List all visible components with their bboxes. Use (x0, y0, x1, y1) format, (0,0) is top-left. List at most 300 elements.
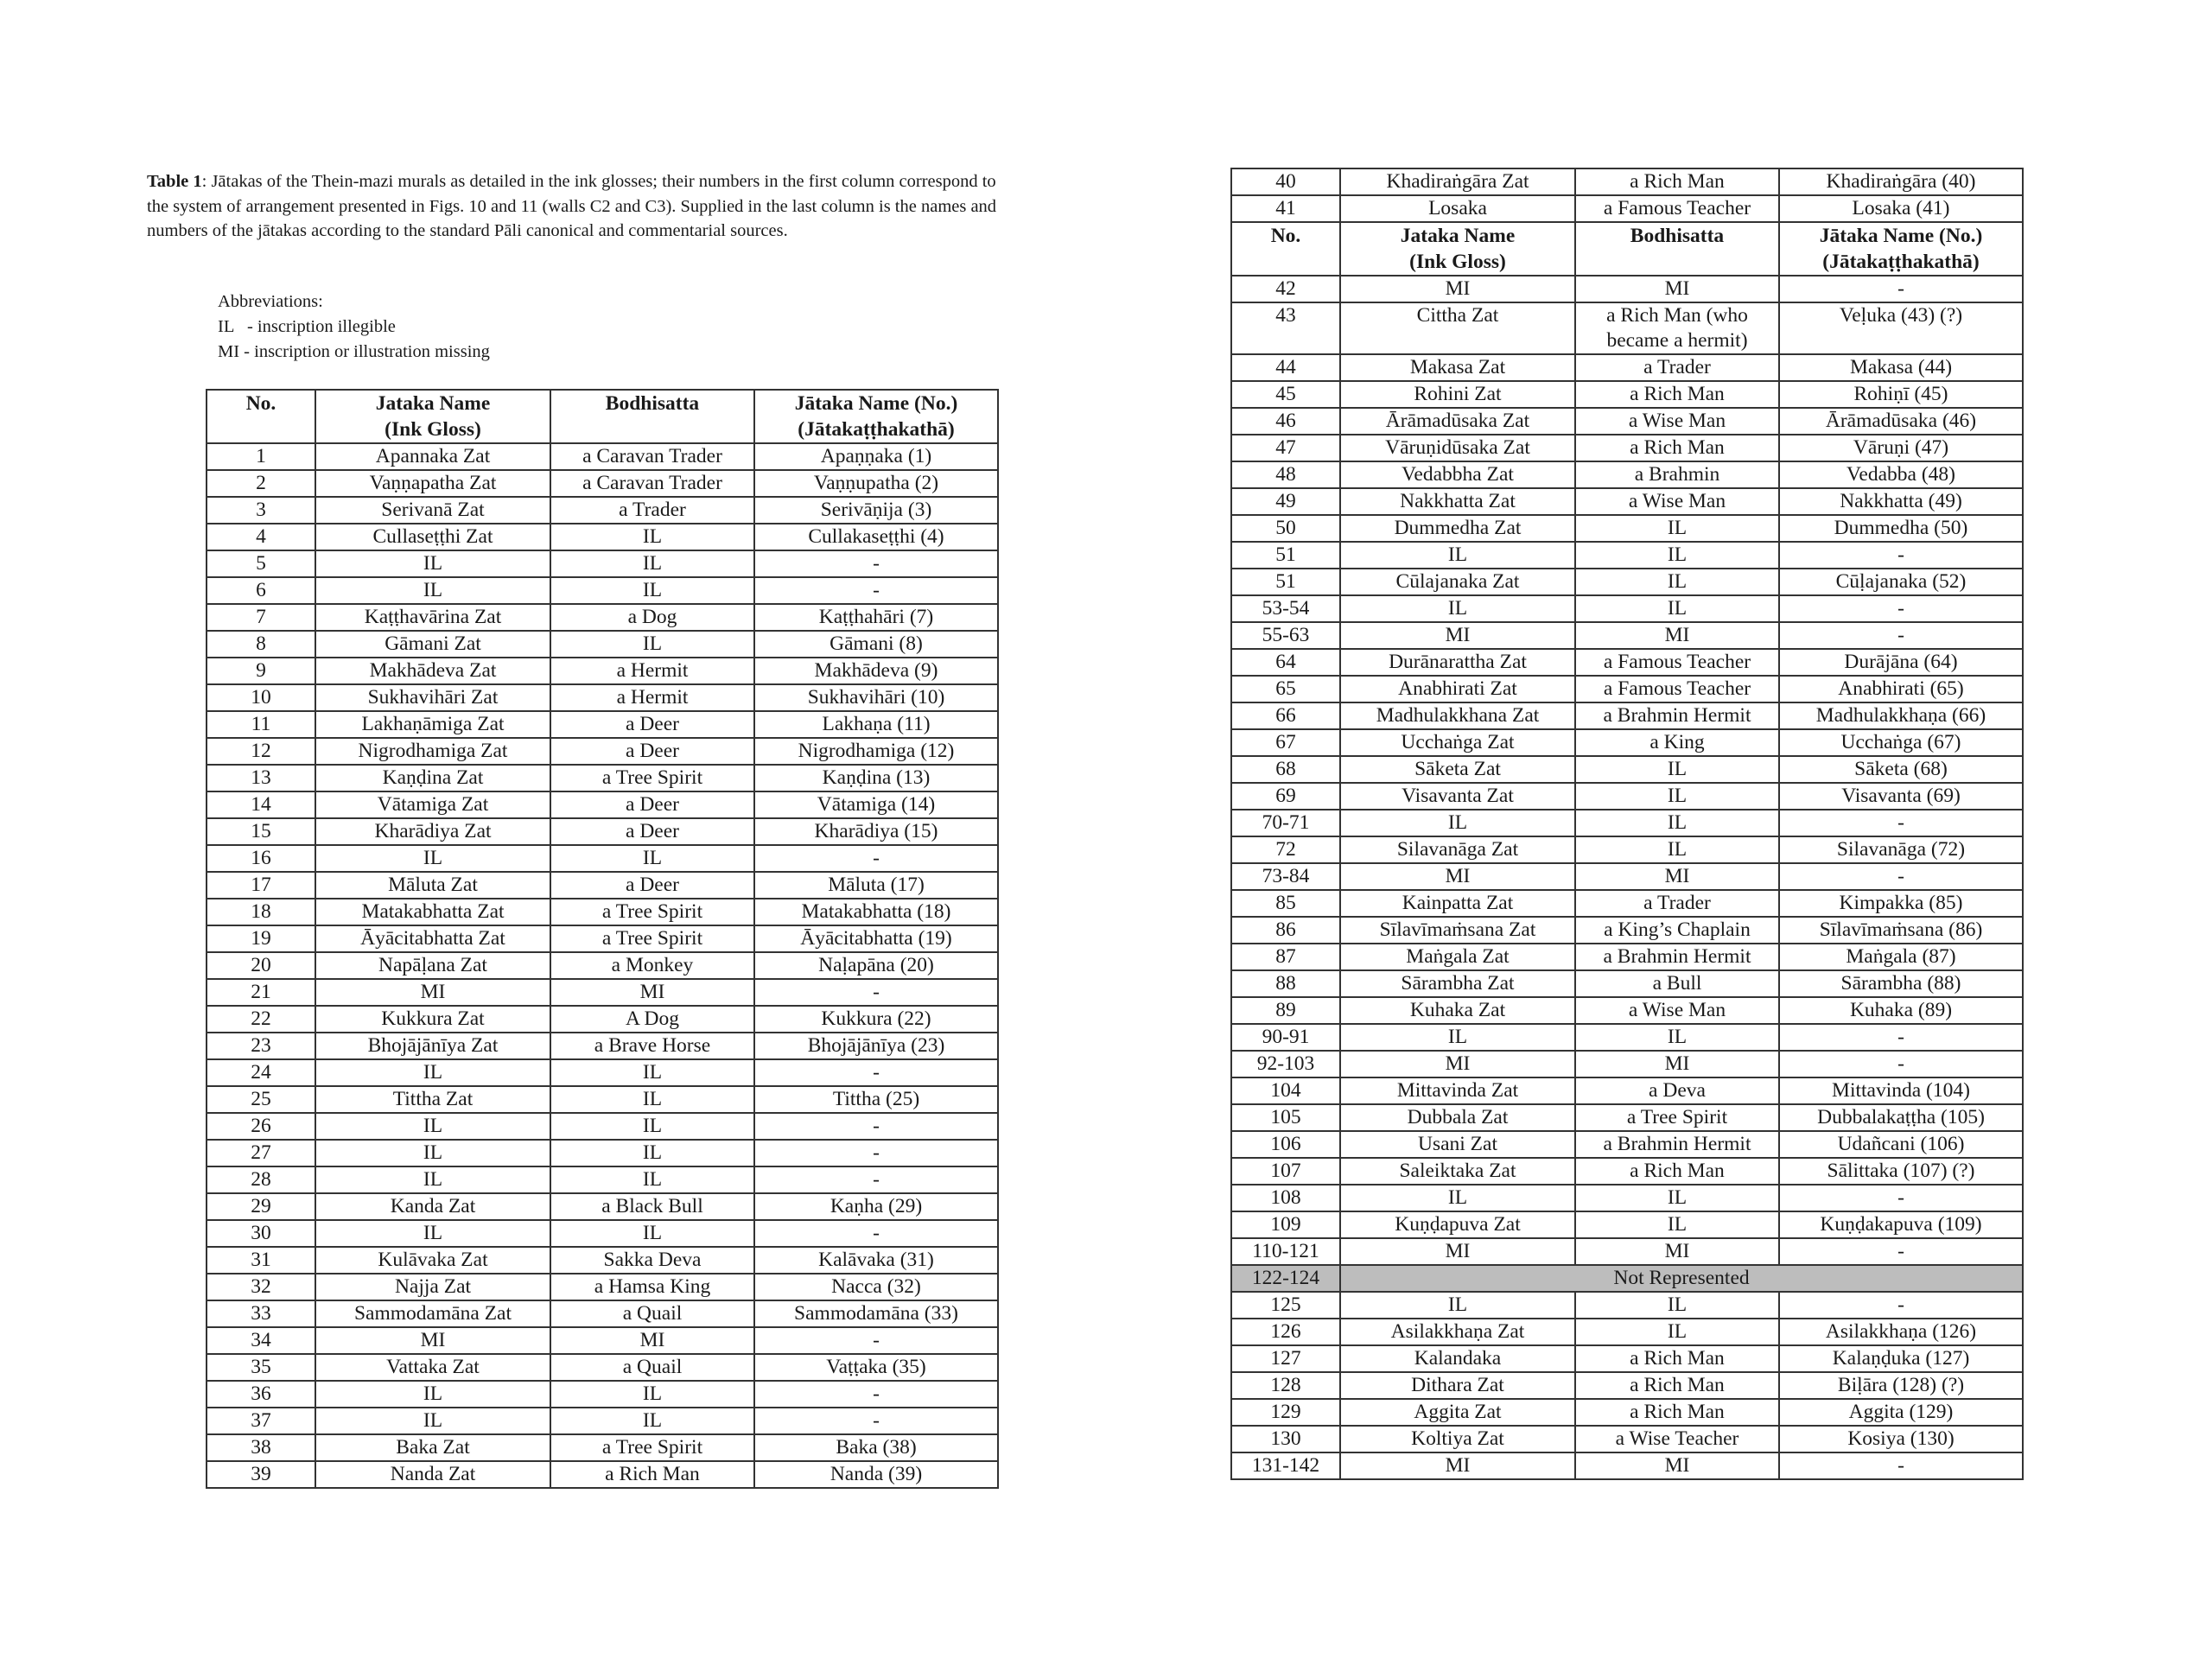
cell-jataka-name: IL (315, 1220, 550, 1247)
header-jataka-name (1340, 222, 1575, 276)
cell-bodhisatta: IL (1575, 1319, 1779, 1345)
cell-no: 68 (1231, 756, 1340, 783)
cell-jataka-name: Matakabhatta Zat (315, 899, 550, 925)
table-row (207, 1086, 998, 1113)
cell-no: 36 (207, 1381, 315, 1408)
cell-no: 41 (1231, 195, 1340, 222)
table-row (1231, 1345, 2023, 1372)
cell-jataka-name: Saleiktaka Zat (1340, 1158, 1575, 1185)
jataka-table-left (206, 389, 999, 1489)
header-jataka-name-line: Jataka Name (375, 392, 491, 415)
cell-pali-name: Serivāṇija (3) (754, 497, 998, 524)
cell-pali-name: Anabhirati (65) (1779, 676, 2023, 702)
cell-jataka-name: Koltiya Zat (1340, 1426, 1575, 1452)
cell-no: 125 (1231, 1292, 1340, 1319)
cell-no: 107 (1231, 1158, 1340, 1185)
table-row (1231, 1399, 2023, 1426)
left-table-body (207, 390, 998, 1488)
cell-no: 37 (207, 1408, 315, 1434)
cell-jataka-name: Kukkura Zat (315, 1006, 550, 1033)
cell-bodhisatta: a Famous Teacher (1575, 676, 1779, 702)
cell-bodhisatta: MI (550, 1327, 754, 1354)
table-row (207, 872, 998, 899)
cell-bodhisatta: a Caravan Trader (550, 443, 754, 470)
cell-bodhisatta: a Rich Man (1575, 1158, 1779, 1185)
cell-bodhisatta: IL (550, 631, 754, 658)
table-row (207, 765, 998, 791)
cell-bodhisatta: IL (1575, 756, 1779, 783)
cell-pali-name: - (1779, 1238, 2023, 1265)
cell-pali-name: - (1779, 276, 2023, 302)
cell-jataka-name: Āyācitabhatta Zat (315, 925, 550, 952)
cell-jataka-name: Kuṇḍapuva Zat (1340, 1211, 1575, 1238)
cell-no: 92-103 (1231, 1051, 1340, 1077)
cell-bodhisatta: IL (1575, 595, 1779, 622)
cell-bodhisatta: IL (1575, 515, 1779, 542)
cell-pali-name: - (754, 1113, 998, 1140)
cell-bodhisatta: a Tree Spirit (550, 765, 754, 791)
table-row (1231, 756, 2023, 783)
cell-jataka-name: Kulāvaka Zat (315, 1247, 550, 1274)
cell-bodhisatta: a Rich Man (1575, 168, 1779, 195)
cell-no: 46 (1231, 408, 1340, 435)
table-row (1231, 836, 2023, 863)
cell-no: 64 (1231, 649, 1340, 676)
cell-pali-name: - (1779, 810, 2023, 836)
cell-pali-name: Maṅgala (87) (1779, 944, 2023, 970)
cell-no: 66 (1231, 702, 1340, 729)
cell-pali-name: - (754, 577, 998, 604)
cell-pali-name: Nacca (32) (754, 1274, 998, 1300)
cell-pali-name: Gāmani (8) (754, 631, 998, 658)
cell-no: 33 (207, 1300, 315, 1327)
cell-no: 104 (1231, 1077, 1340, 1104)
table-row (207, 1006, 998, 1033)
cell-no: 53-54 (1231, 595, 1340, 622)
cell-jataka-name: MI (1340, 863, 1575, 890)
table-row (1231, 1211, 2023, 1238)
cell-pali-name: Cullakaseṭṭhi (4) (754, 524, 998, 550)
table-row (1231, 569, 2023, 595)
cell-pali-name: - (754, 1381, 998, 1408)
table-caption (147, 169, 1020, 244)
cell-jataka-name: Najja Zat (315, 1274, 550, 1300)
cell-no: 9 (207, 658, 315, 684)
cell-bodhisatta: a Brahmin Hermit (1575, 1131, 1779, 1158)
cell-pali-name: Nanda (39) (754, 1461, 998, 1488)
table-row (207, 1274, 998, 1300)
cell-bodhisatta: a Caravan Trader (550, 470, 754, 497)
table-row (1231, 276, 2023, 302)
cell-bodhisatta: IL (1575, 810, 1779, 836)
cell-jataka-name: IL (315, 1166, 550, 1193)
cell-bodhisatta: A Dog (550, 1006, 754, 1033)
cell-jataka-name: MI (1340, 1238, 1575, 1265)
header-jataka-name-line: (Ink Gloss) (1409, 251, 1506, 273)
table-row (207, 979, 998, 1006)
not-represented-label: Not Represented (1340, 1265, 2023, 1292)
cell-bodhisatta: IL (1575, 1185, 1779, 1211)
cell-bodhisatta: IL (1575, 783, 1779, 810)
cell-bodhisatta: a Quail (550, 1300, 754, 1327)
cell-jataka-name: Bhojājānīya Zat (315, 1033, 550, 1059)
cell-bodhisatta: a Hermit (550, 684, 754, 711)
table-row (1231, 195, 2023, 222)
table-row (207, 1327, 998, 1354)
cell-no: 110-121 (1231, 1238, 1340, 1265)
table-row (207, 1434, 998, 1461)
table-row (207, 1033, 998, 1059)
cell-pali-name: Kalāvaka (31) (754, 1247, 998, 1274)
cell-bodhisatta: IL (1575, 569, 1779, 595)
cell-pali-name: Khadiraṅgāra (40) (1779, 168, 2023, 195)
cell-pali-name: - (754, 979, 998, 1006)
cell-pali-name: Māluta (17) (754, 872, 998, 899)
table-row (1231, 1158, 2023, 1185)
table-row (1231, 381, 2023, 408)
cell-bodhisatta: IL (550, 1166, 754, 1193)
cell-jataka-name: IL (315, 577, 550, 604)
cell-bodhisatta: a Hamsa King (550, 1274, 754, 1300)
abbreviations (218, 289, 490, 365)
cell-bodhisatta: IL (1575, 836, 1779, 863)
table-row (207, 684, 998, 711)
cell-pali-name: Sālittaka (107) (?) (1779, 1158, 2023, 1185)
table-row (1231, 1131, 2023, 1158)
cell-no: 42 (1231, 276, 1340, 302)
cell-pali-name: Udañcani (106) (1779, 1131, 2023, 1158)
cell-pali-name: - (1779, 1024, 2023, 1051)
cell-no: 18 (207, 899, 315, 925)
table-row (207, 818, 998, 845)
table-row (1231, 702, 2023, 729)
cell-bodhisatta: IL (550, 550, 754, 577)
cell-jataka-name: Ārāmadūsaka Zat (1340, 408, 1575, 435)
cell-bodhisatta: a Brahmin Hermit (1575, 702, 1779, 729)
table-row (207, 738, 998, 765)
header-bodhisatta (1575, 222, 1779, 276)
cell-no: 23 (207, 1033, 315, 1059)
table-row (207, 497, 998, 524)
table-row (207, 1247, 998, 1274)
cell-pali-name: Ucchaṅga (67) (1779, 729, 2023, 756)
header-no (1231, 222, 1340, 276)
cell-pali-name: - (754, 550, 998, 577)
table-row (1231, 890, 2023, 917)
cell-bodhisatta: IL (1575, 542, 1779, 569)
header-jataka-name-line: Jataka Name (1400, 225, 1516, 247)
table-row (1231, 302, 2023, 354)
cell-no: 90-91 (1231, 1024, 1340, 1051)
cell-no: 6 (207, 577, 315, 604)
cell-pali-name: Dubbalakaṭṭha (105) (1779, 1104, 2023, 1131)
cell-no: 16 (207, 845, 315, 872)
cell-bodhisatta: IL (550, 1140, 754, 1166)
table-header-row (207, 390, 998, 443)
cell-no: 70-71 (1231, 810, 1340, 836)
cell-pali-name: Vaṇṇupatha (2) (754, 470, 998, 497)
cell-jataka-name: Makasa Zat (1340, 354, 1575, 381)
table-row (207, 1220, 998, 1247)
table-row (1231, 1024, 2023, 1051)
cell-bodhisatta: a Wise Man (1575, 488, 1779, 515)
cell-bodhisatta: a King (1575, 729, 1779, 756)
cell-pali-name: - (1779, 1452, 2023, 1479)
table-row (207, 1300, 998, 1327)
cell-jataka-name: IL (315, 1381, 550, 1408)
cell-no: 39 (207, 1461, 315, 1488)
cell-bodhisatta: a Rich Man (1575, 381, 1779, 408)
cell-jataka-name: Cittha Zat (1340, 302, 1575, 354)
cell-jataka-name: IL (315, 550, 550, 577)
header-jataka-name-line: (Ink Gloss) (385, 418, 481, 441)
cell-bodhisatta: a Rich Man (550, 1461, 754, 1488)
cell-no: 31 (207, 1247, 315, 1274)
header-pali-name-line: (Jātakaṭṭhakathā) (1822, 251, 1980, 273)
table-row (1231, 917, 2023, 944)
cell-no: 85 (1231, 890, 1340, 917)
cell-no: 28 (207, 1166, 315, 1193)
cell-jataka-name: MI (315, 979, 550, 1006)
cell-jataka-name: Mittavinda Zat (1340, 1077, 1575, 1104)
cell-bodhisatta: a Tree Spirit (550, 1434, 754, 1461)
cell-bodhisatta: a Trader (1575, 354, 1779, 381)
cell-jataka-name: Madhulakkhana Zat (1340, 702, 1575, 729)
table-row (1231, 354, 2023, 381)
cell-no: 122-124 (1231, 1265, 1340, 1292)
cell-bodhisatta: a Rich Man (1575, 1399, 1779, 1426)
cell-pali-name: Bhojājānīya (23) (754, 1033, 998, 1059)
cell-pali-name: Lakhaṇa (11) (754, 711, 998, 738)
cell-bodhisatta: a King’s Chaplain (1575, 917, 1779, 944)
cell-bodhisatta: a Tree Spirit (550, 925, 754, 952)
cell-bodhisatta: IL (550, 1381, 754, 1408)
cell-bodhisatta: a Famous Teacher (1575, 195, 1779, 222)
cell-pali-name: Biḷāra (128) (?) (1779, 1372, 2023, 1399)
cell-pali-name: Makhādeva (9) (754, 658, 998, 684)
cell-pali-name: Visavanta (69) (1779, 783, 2023, 810)
cell-no: 3 (207, 497, 315, 524)
abbreviation-item: MI - inscription or illustration missing (218, 342, 490, 361)
cell-bodhisatta: a Deer (550, 818, 754, 845)
cell-no: 87 (1231, 944, 1340, 970)
table-row (1231, 676, 2023, 702)
table-row (207, 550, 998, 577)
cell-pali-name: Kuṇḍakapuva (109) (1779, 1211, 2023, 1238)
table-row (1231, 729, 2023, 756)
cell-bodhisatta: IL (550, 524, 754, 550)
cell-jataka-name: Asilakkhaṇa Zat (1340, 1319, 1575, 1345)
header-bodhisatta (550, 390, 754, 443)
cell-jataka-name: Sāketa Zat (1340, 756, 1575, 783)
cell-pali-name: Kimpakka (85) (1779, 890, 2023, 917)
cell-no: 19 (207, 925, 315, 952)
table-row (1231, 1426, 2023, 1452)
abbreviations-title: Abbreviations: (218, 292, 323, 311)
cell-jataka-name: Maṅgala Zat (1340, 944, 1575, 970)
cell-no: 43 (1231, 302, 1340, 354)
cell-jataka-name: Dithara Zat (1340, 1372, 1575, 1399)
cell-jataka-name: MI (1340, 1452, 1575, 1479)
cell-bodhisatta: IL (550, 577, 754, 604)
cell-no: 34 (207, 1327, 315, 1354)
cell-jataka-name: Sārambha Zat (1340, 970, 1575, 997)
cell-bodhisatta: IL (550, 1113, 754, 1140)
cell-bodhisatta: MI (1575, 1452, 1779, 1479)
cell-no: 13 (207, 765, 315, 791)
cell-bodhisatta: a Wise Teacher (1575, 1426, 1779, 1452)
cell-jataka-name: Vedabbha Zat (1340, 461, 1575, 488)
cell-bodhisatta: MI (1575, 863, 1779, 890)
header-pali-name-line: (Jātakaṭṭhakathā) (798, 418, 955, 441)
cell-pali-name: - (754, 1327, 998, 1354)
cell-no: 21 (207, 979, 315, 1006)
cell-no: 5 (207, 550, 315, 577)
cell-bodhisatta: a Rich Man (who became a hermit) (1575, 302, 1779, 354)
cell-bodhisatta: IL (550, 1220, 754, 1247)
cell-jataka-name: IL (1340, 1185, 1575, 1211)
cell-pali-name: Vaṭṭaka (35) (754, 1354, 998, 1381)
cell-no: 26 (207, 1113, 315, 1140)
cell-pali-name: - (754, 1140, 998, 1166)
cell-bodhisatta: IL (550, 1086, 754, 1113)
cell-jataka-name: Baka Zat (315, 1434, 550, 1461)
cell-bodhisatta: a Rich Man (1575, 1345, 1779, 1372)
table-row (1231, 1185, 2023, 1211)
cell-bodhisatta: IL (1575, 1211, 1779, 1238)
cell-no: 89 (1231, 997, 1340, 1024)
table-row (1231, 595, 2023, 622)
cell-no: 38 (207, 1434, 315, 1461)
cell-jataka-name: Kaṇḍina Zat (315, 765, 550, 791)
table-row (1231, 408, 2023, 435)
cell-pali-name: Matakabhatta (18) (754, 899, 998, 925)
cell-jataka-name: Dummedha Zat (1340, 515, 1575, 542)
cell-pali-name: - (754, 1408, 998, 1434)
cell-jataka-name: Nigrodhamiga Zat (315, 738, 550, 765)
cell-jataka-name: Silavanāga Zat (1340, 836, 1575, 863)
cell-jataka-name: IL (1340, 810, 1575, 836)
cell-jataka-name: MI (1340, 1051, 1575, 1077)
cell-pali-name: - (1779, 595, 2023, 622)
table-row (207, 1113, 998, 1140)
cell-jataka-name: Gāmani Zat (315, 631, 550, 658)
cell-pali-name: Kaṭṭhahāri (7) (754, 604, 998, 631)
cell-bodhisatta: a Brahmin Hermit (1575, 944, 1779, 970)
cell-no: 88 (1231, 970, 1340, 997)
not-represented-row (1231, 1265, 2023, 1292)
cell-bodhisatta: a Deer (550, 738, 754, 765)
table-header-row (1231, 222, 2023, 276)
cell-no: 51 (1231, 569, 1340, 595)
cell-no: 127 (1231, 1345, 1340, 1372)
cell-no: 44 (1231, 354, 1340, 381)
cell-no: 45 (1231, 381, 1340, 408)
cell-no: 35 (207, 1354, 315, 1381)
cell-pali-name: Aggita (129) (1779, 1399, 2023, 1426)
table-row (1231, 1077, 2023, 1104)
header-no-line: No. (245, 392, 276, 415)
cell-pali-name: Kaṇha (29) (754, 1193, 998, 1220)
cell-pali-name: Veḷuka (43) (?) (1779, 302, 2023, 354)
cell-pali-name: Sīlavīmaṁsana (86) (1779, 917, 2023, 944)
cell-jataka-name: IL (315, 845, 550, 872)
cell-bodhisatta: a Famous Teacher (1575, 649, 1779, 676)
cell-pali-name: - (754, 1166, 998, 1193)
cell-no: 126 (1231, 1319, 1340, 1345)
table-row (207, 443, 998, 470)
cell-no: 47 (1231, 435, 1340, 461)
table-row (207, 577, 998, 604)
cell-bodhisatta: a Trader (1575, 890, 1779, 917)
cell-bodhisatta: a Brahmin (1575, 461, 1779, 488)
cell-pali-name: Vedabba (48) (1779, 461, 2023, 488)
header-jataka-name (315, 390, 550, 443)
cell-jataka-name: Vāruṇidūsaka Zat (1340, 435, 1575, 461)
right-table-body (1231, 168, 2023, 1479)
cell-pali-name: Apaṇṇaka (1) (754, 443, 998, 470)
table-row (207, 1193, 998, 1220)
cell-pali-name: Sukhavihāri (10) (754, 684, 998, 711)
table-row (1231, 944, 2023, 970)
cell-jataka-name: Vātamiga Zat (315, 791, 550, 818)
cell-pali-name: Losaka (41) (1779, 195, 2023, 222)
cell-pali-name: Ārāmadūsaka (46) (1779, 408, 2023, 435)
cell-pali-name: Cūḷajanaka (52) (1779, 569, 2023, 595)
cell-pali-name: - (1779, 542, 2023, 569)
cell-pali-name: - (1779, 1185, 2023, 1211)
table-row (207, 845, 998, 872)
table-row (207, 1166, 998, 1193)
cell-jataka-name: Aggita Zat (1340, 1399, 1575, 1426)
cell-jataka-name: Anabhirati Zat (1340, 676, 1575, 702)
header-pali-name (754, 390, 998, 443)
cell-pali-name: - (1779, 1292, 2023, 1319)
cell-bodhisatta: a Deer (550, 791, 754, 818)
table-row (207, 1354, 998, 1381)
table-row (207, 658, 998, 684)
cell-bodhisatta: a Dog (550, 604, 754, 631)
cell-no: 65 (1231, 676, 1340, 702)
cell-jataka-name: Tittha Zat (315, 1086, 550, 1113)
table-row (1231, 1104, 2023, 1131)
cell-no: 25 (207, 1086, 315, 1113)
cell-jataka-name: Cūlajanaka Zat (1340, 569, 1575, 595)
cell-no: 72 (1231, 836, 1340, 863)
cell-bodhisatta: a Deva (1575, 1077, 1779, 1104)
cell-jataka-name: IL (315, 1408, 550, 1434)
cell-bodhisatta: MI (550, 979, 754, 1006)
cell-pali-name: Āyācitabhatta (19) (754, 925, 998, 952)
cell-jataka-name: Napāḷana Zat (315, 952, 550, 979)
cell-no: 10 (207, 684, 315, 711)
table-row (207, 952, 998, 979)
cell-jataka-name: Apannaka Zat (315, 443, 550, 470)
cell-no: 14 (207, 791, 315, 818)
cell-no: 108 (1231, 1185, 1340, 1211)
header-bodhisatta-line: Bodhisatta (1630, 225, 1725, 247)
cell-pali-name: Vātamiga (14) (754, 791, 998, 818)
cell-pali-name: Dummedha (50) (1779, 515, 2023, 542)
cell-bodhisatta: IL (1575, 1024, 1779, 1051)
table-row (1231, 1372, 2023, 1399)
cell-jataka-name: Kharādiya Zat (315, 818, 550, 845)
cell-no: 55-63 (1231, 622, 1340, 649)
cell-no: 12 (207, 738, 315, 765)
table-row (1231, 997, 2023, 1024)
cell-pali-name: - (754, 1220, 998, 1247)
table-row (207, 925, 998, 952)
